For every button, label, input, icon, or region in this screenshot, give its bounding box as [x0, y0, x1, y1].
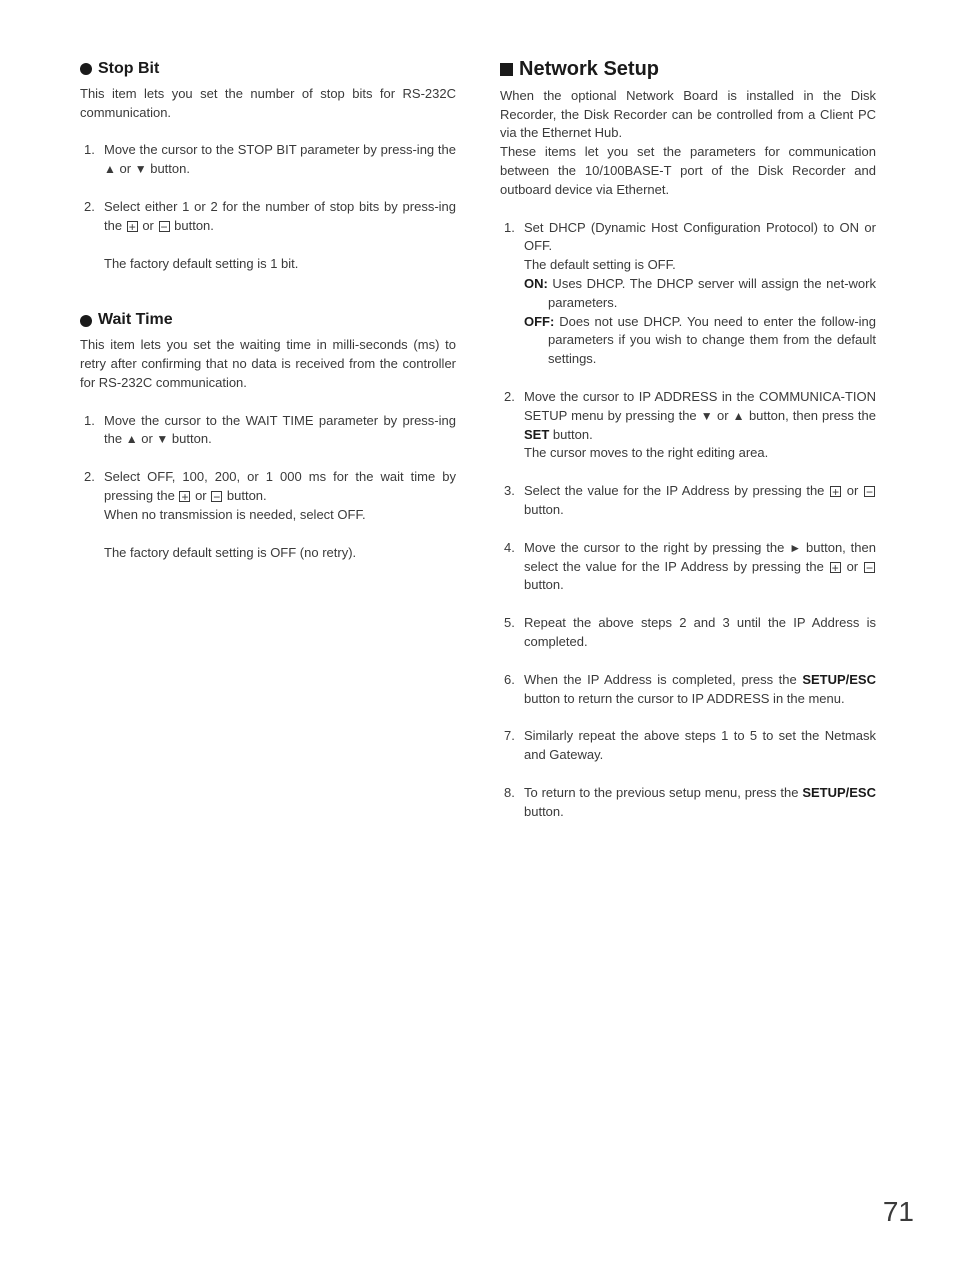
network-step-1: 1. Set DHCP (Dynamic Host Configuration Protocol) to ON or OFF. The default setting is OFF. ON: Uses DHCP. The DHCP server will assign the net-work parameters. OFF: Does not use DHCP. You need to enter the follow-ing parameters if you wish to change them from the default settings.	[500, 219, 876, 369]
bullet-icon	[80, 315, 92, 327]
network-step-5: 5. Repeat the above steps 2 and 3 until the IP Address is completed.	[504, 615, 876, 649]
wait-time-step-1: 1. Move the cursor to the WAIT TIME parameter by press-ing the ▲ or ▼ button.	[84, 412, 456, 447]
dhcp-off-option: OFF: Does not use DHCP. You need to enter the follow-ing parameters if you wish to change them from the default settings.	[524, 313, 876, 367]
network-step-2: 2. Move the cursor to IP ADDRESS in the COMMUNICA-TION SETUP menu by pressing the ▼ or ▲ button, then press the SET button. The cursor moves to the right editing area.	[504, 388, 876, 461]
right-triangle-icon: ►	[789, 540, 802, 555]
plus-key-icon: +	[832, 485, 840, 500]
minus-key-icon: −	[865, 485, 873, 500]
wait-time-title: Wait Time	[98, 311, 173, 329]
network-intro-1: When the optional Network Board is installed in the Disk Recorder, the Disk Recorder can be controlled from a Client PC via the Ethernet Hub.	[500, 87, 876, 141]
down-triangle-icon: ▼	[700, 408, 713, 423]
stop-bit-default: The factory default setting is 1 bit.	[104, 255, 299, 271]
up-triangle-icon: ▲	[104, 162, 116, 177]
network-setup-heading	[500, 60, 876, 79]
plus-key-icon: +	[831, 560, 839, 575]
wait-time-step-2-note: When no transmission is needed, select OFF.	[104, 506, 366, 522]
stop-bit-title: Stop Bit	[98, 60, 160, 77]
stop-bit-step-1: 1. Move the cursor to the STOP BIT parameter by press-ing the ▲ or ▼ button.	[84, 142, 456, 177]
network-step-4: 4. Move the cursor to the right by pressing the ► button, then select the value for the IP Address by pressing the + or − button.	[504, 539, 876, 593]
plus-key-icon: +	[128, 219, 136, 234]
stop-bit-heading	[80, 60, 456, 79]
network-intro-2: These items let you set the parameters for communication between the 10/100BASE-T port of the Disk Recorder and outboard device via Ethernet.	[500, 144, 876, 197]
plus-key-icon: +	[181, 489, 189, 504]
down-triangle-icon: ▼	[156, 432, 169, 447]
left-column	[80, 60, 456, 562]
minus-key-icon: −	[213, 489, 221, 504]
wait-time-intro: This item lets you set the waiting time in milli-seconds (ms) to retry after confirming that no data is received from the controller for RS-232C communication.	[80, 337, 456, 390]
minus-key-icon: −	[160, 219, 168, 234]
up-triangle-icon: ▲	[732, 408, 745, 423]
square-bullet-icon	[500, 63, 513, 76]
stop-bit-step-2: 2. Select either 1 or 2 for the number of stop bits by press-ing the + or − button.	[84, 198, 456, 234]
network-setup-title: Network Setup	[519, 58, 660, 80]
up-triangle-icon: ▲	[125, 432, 138, 447]
wait-time-step-2: 2. Select OFF, 100, 200, or 1 000 ms for the wait time by pressing the + or − button. When no transmission is needed, select OFF.	[80, 468, 456, 524]
wait-time-heading	[80, 311, 456, 330]
network-step-8: 8. To return to the previous setup menu, press the SETUP/ESC button.	[504, 784, 876, 819]
bullet-icon	[80, 63, 92, 75]
network-step-3: 3. Select the value for the IP Address by pressing the + or − button.	[504, 483, 873, 517]
wait-time-default: The factory default setting is OFF (no retry).	[104, 544, 357, 560]
down-triangle-icon: ▼	[134, 162, 147, 177]
network-step-7: 7. Similarly repeat the above steps 1 to 5 to set the Netmask and Gateway.	[504, 728, 876, 763]
page-number: 71	[882, 1196, 914, 1227]
dhcp-on-option: ON: Uses DHCP. The DHCP server will assign the net-work parameters.	[524, 275, 876, 310]
network-step-6: 6. When the IP Address is completed, press the SETUP/ESC button to return the cursor to IP ADDRESS in the menu.	[504, 671, 876, 706]
minus-key-icon: −	[865, 560, 873, 575]
right-column	[500, 60, 876, 822]
stop-bit-intro: This item lets you set the number of stop bits for RS-232C communication.	[80, 85, 456, 120]
